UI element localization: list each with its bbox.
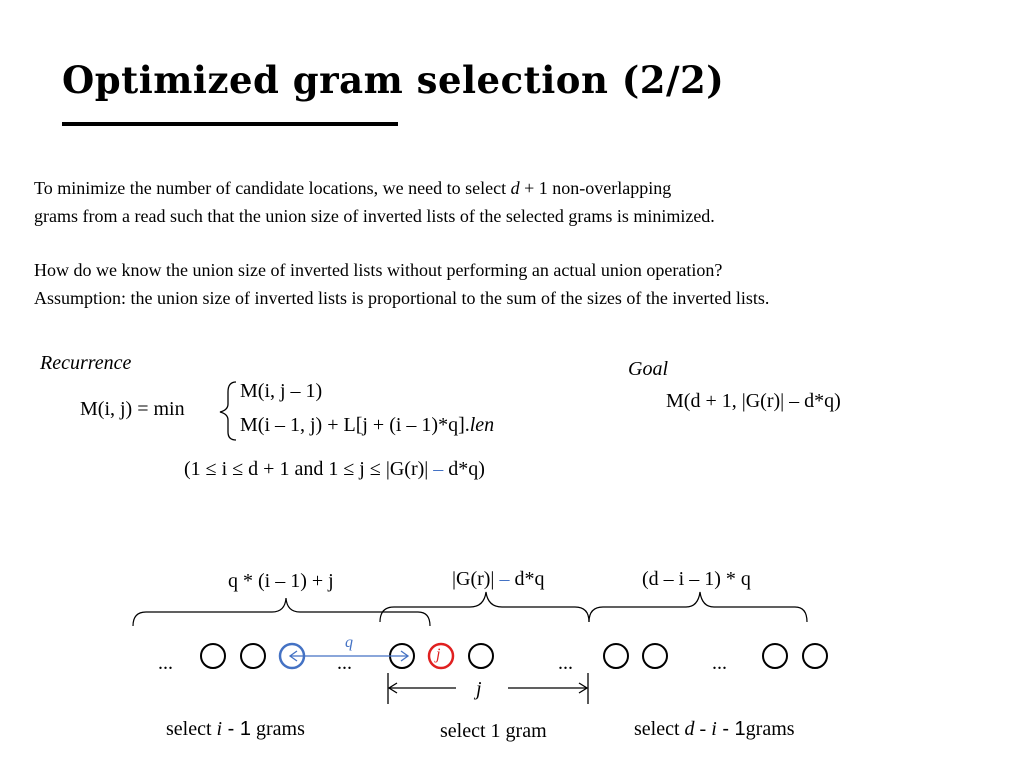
j-circle-label: j	[436, 646, 441, 663]
caption-right-i: i	[711, 718, 717, 740]
ellipsis-1: ...	[158, 652, 173, 674]
goal-expression: M(d + 1, |G(r)| – d*q)	[666, 390, 841, 412]
question-text: How do we know the union size of inverted lists without performing an actual union operation?	[34, 260, 723, 280]
caption-right-num: - 1	[716, 718, 746, 740]
caption-left	[166, 718, 305, 741]
intro-d: d	[510, 178, 520, 198]
caption-right-d: d	[684, 718, 695, 740]
caption-right-pre: select	[634, 718, 685, 740]
goal-label: Goal	[628, 358, 668, 380]
brace-left	[133, 598, 430, 626]
gram-circle	[604, 644, 628, 668]
intro-line1-pre: To minimize the number of candidate locations, we need to select	[34, 178, 511, 198]
brace-right	[589, 592, 807, 622]
gram-circle	[241, 644, 265, 668]
cases-brace	[220, 382, 236, 440]
gram-circle	[201, 644, 225, 668]
constraint-dash: –	[433, 458, 444, 480]
brace-right-label: (d – i – 1) * q	[642, 568, 751, 590]
constraint-post: d*q)	[443, 458, 485, 480]
caption-right-post: grams	[745, 718, 795, 740]
intro-line1-mid: + 1 non-overlapping	[519, 178, 672, 198]
recurrence-label: Recurrence	[40, 352, 132, 374]
brace-middle-label	[452, 568, 544, 591]
recurrence-case-2-len: len	[469, 414, 495, 436]
intro-line2: grams from a read such that the union size of inverted lists of the selected grams is minimized.	[34, 206, 715, 226]
q-label: q	[345, 634, 353, 651]
brace-middle-label-dash: –	[499, 568, 510, 590]
page-title: Optimized gram selection (2/2)	[62, 58, 725, 102]
caption-middle: select 1 gram	[440, 720, 547, 742]
gram-circle	[643, 644, 667, 668]
ellipsis-4: ...	[712, 652, 727, 674]
brace-middle-label-post: d*q	[509, 568, 545, 590]
caption-right	[634, 718, 795, 741]
gram-circle	[469, 644, 493, 668]
j-span-arrow	[388, 673, 588, 704]
gram-circle	[803, 644, 827, 668]
recurrence-lhs: M(i, j) = min	[80, 398, 185, 420]
gram-circle	[763, 644, 787, 668]
constraint-pre: (1 ≤ i ≤ d + 1 and 1 ≤ j ≤ |G(r)|	[184, 458, 434, 480]
recurrence-case-2-main: M(i – 1, j) + L[j + (i – 1)*q].	[240, 414, 470, 436]
brace-left-label: q * (i – 1) + j	[228, 570, 334, 592]
caption-left-pre: select	[166, 718, 217, 740]
caption-left-i: i	[216, 718, 223, 740]
recurrence-case-1: M(i, j – 1)	[240, 380, 323, 402]
j-span-label: j	[476, 678, 482, 700]
brace-middle-label-pre: |G(r)|	[452, 568, 500, 590]
gram-circle-selected	[429, 644, 453, 668]
caption-left-num: - 1	[222, 718, 251, 740]
caption-right-mid: -	[694, 718, 712, 740]
assumption-text: Assumption: the union size of inverted lists is proportional to the sum of the sizes of the inverted lists.	[34, 288, 770, 308]
ellipsis-3: ...	[558, 652, 573, 674]
brace-middle	[380, 592, 589, 622]
ellipsis-2: ...	[337, 652, 352, 674]
caption-left-post: grams	[251, 718, 305, 740]
